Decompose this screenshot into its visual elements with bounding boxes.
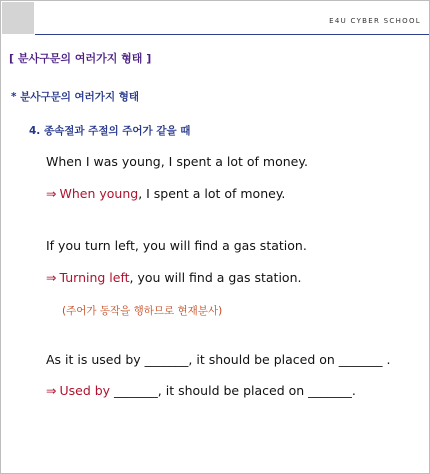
example-2-converted (46, 270, 301, 285)
example-3-rest: _______, it should be placed on _______. (110, 383, 356, 398)
arrow-icon: ⇒ (46, 186, 57, 201)
example-2-rest: , you will find a gas station. (129, 270, 302, 285)
example-3-highlight: Used by (59, 383, 111, 398)
section-title: [ 분사구문의 여러가지 형태 ] (9, 52, 152, 65)
example-3-original: As it is used by _______, it should be placed on _______ . (46, 352, 391, 367)
example-3-converted (46, 383, 356, 398)
example-2-highlight: Turning left (59, 270, 130, 285)
grammar-note: (주어가 동작을 행하므로 현재분사) (62, 305, 223, 317)
header-divider (35, 34, 429, 35)
brand-label: E4U CYBER SCHOOL (329, 17, 421, 25)
example-1-highlight: When young (59, 186, 139, 201)
corner-block (2, 2, 34, 34)
arrow-icon: ⇒ (46, 270, 57, 285)
subtitle: * 분사구문의 여러가지 형태 (11, 91, 140, 103)
example-1-original: When I was young, I spent a lot of money. (46, 154, 308, 169)
example-1-converted (46, 186, 285, 201)
arrow-icon: ⇒ (46, 383, 57, 398)
example-1-rest: , I spent a lot of money. (138, 186, 286, 201)
point-heading: 4. 종속절과 주절의 주어가 같을 때 (29, 125, 191, 137)
example-2-original: If you turn left, you will find a gas station. (46, 238, 307, 253)
